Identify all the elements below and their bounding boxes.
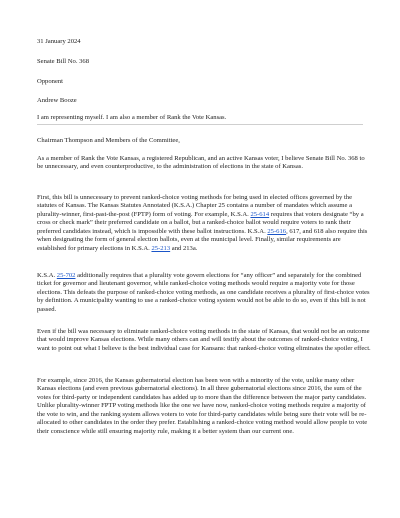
paragraph-gubernatorial-example (37, 377, 371, 436)
author-name: Andrew Booze (37, 97, 77, 104)
statute-link-25-614[interactable]: 25-614 (250, 210, 270, 218)
text-run: requires that voters designate “by a cross or check mark” their preferred candidate on a ballot, but a ranked-choice ballot would require voters to rank their preferred candidates instead, which is impossible with these ballot instructions. K.S.A. (37, 210, 364, 235)
paragraph-plurality-text (37, 272, 371, 314)
text-run: , 617, and 618 also require this when designating the form of general election ballots, even at the municipal level. Finally, similar requirements are established for primary elections in K.S.A. (37, 227, 368, 252)
bill-number: Senate Bill No. 368 (37, 58, 90, 65)
salutation: Chairman Thompson and Members of the Committee, (37, 137, 180, 144)
section-divider (37, 124, 363, 125)
statute-link-25-616[interactable]: 25-616 (267, 227, 287, 235)
paragraph-intro (37, 155, 371, 172)
paragraph-spoiler-effect-text: Even if the bill was necessary to eliminate ranked-choice voting methods in the state of Kansas, that would not be an outcome that would improve Kansas elections. While many others can and will testify about the outcomes of ranked-choice voting, I want to point out what I believe is the best individual case for Kansans: that ranked-choice voting eliminates the spoiler effect. (37, 328, 371, 352)
position-label: Opponent (37, 78, 64, 85)
text-run: additionally requires that a plurality vote govern elections for “any officer” and separately for the combined ticket for governor and lieutenant governor, while ranked-choice voting methods would require a majority vote for those elections. This defeats the purpose of ranked-choice voting methods, as one candidate receives a plurality of first-choice votes by definition. A municipality wanting to use a ranked-choice voting system would not be able to do so, even if this bill is not passed. (37, 272, 370, 313)
paragraph-plurality (37, 272, 371, 314)
letter-date: 31 January 2024 (37, 38, 81, 45)
paragraph-intro-text: As a member of Rank the Vote Kansas, a registered Republican, and an active Kansas voter, I believe Senate Bill No. 368 to be unnecessary, and even counterproductive, to the administration of elections in the state of Kansas. (37, 155, 365, 171)
paragraph-statutes (37, 194, 371, 253)
text-run: and 213a. (170, 244, 198, 252)
text-run: K.S.A. (37, 272, 57, 279)
statute-link-25-213[interactable]: 25-213 (151, 244, 171, 252)
paragraph-gubernatorial-example-text: For example, since 2016, the Kansas gubernatorial election has been won with a minority of the vote, unlike many other Kansas elections (and even previous gubernatorial elections). In all three gubernatorial elections since 2016, the sum of the votes for third-party or independent candidates has added up to more than the difference between the major party candidates. Unlike plurality-winner FPTP voting methods like the one we have now, ranked-choice voting methods require a majority of the vote to win, and the ranking system allows voters to vote for third-party candidates while being sure their vote will be re-allocated to other candidates in the order they prefer. Establishing a ranked-choice voting method would allow people to vote their conscience while still ensuring majority rule, making it a better system than our current one. (37, 377, 368, 435)
statute-link-25-702[interactable]: 25-702 (56, 272, 76, 279)
paragraph-statutes-text (37, 194, 371, 253)
paragraph-spoiler-effect (37, 328, 371, 353)
representation-statement: I am representing myself. I am also a member of Rank the Vote Kansas. (37, 114, 227, 121)
text-run: First, this bill is unnecessary to prevent ranked-choice voting methods for being used in elected offices governed by the statutes of Kansas. The Kansas Statutes Annotated (K.S.A.) Chapter 25 contains a number of mandates which assume a plurality-winner, first-past-the-post (FPTP) form of voting. For example, K.S.A. (37, 194, 353, 218)
